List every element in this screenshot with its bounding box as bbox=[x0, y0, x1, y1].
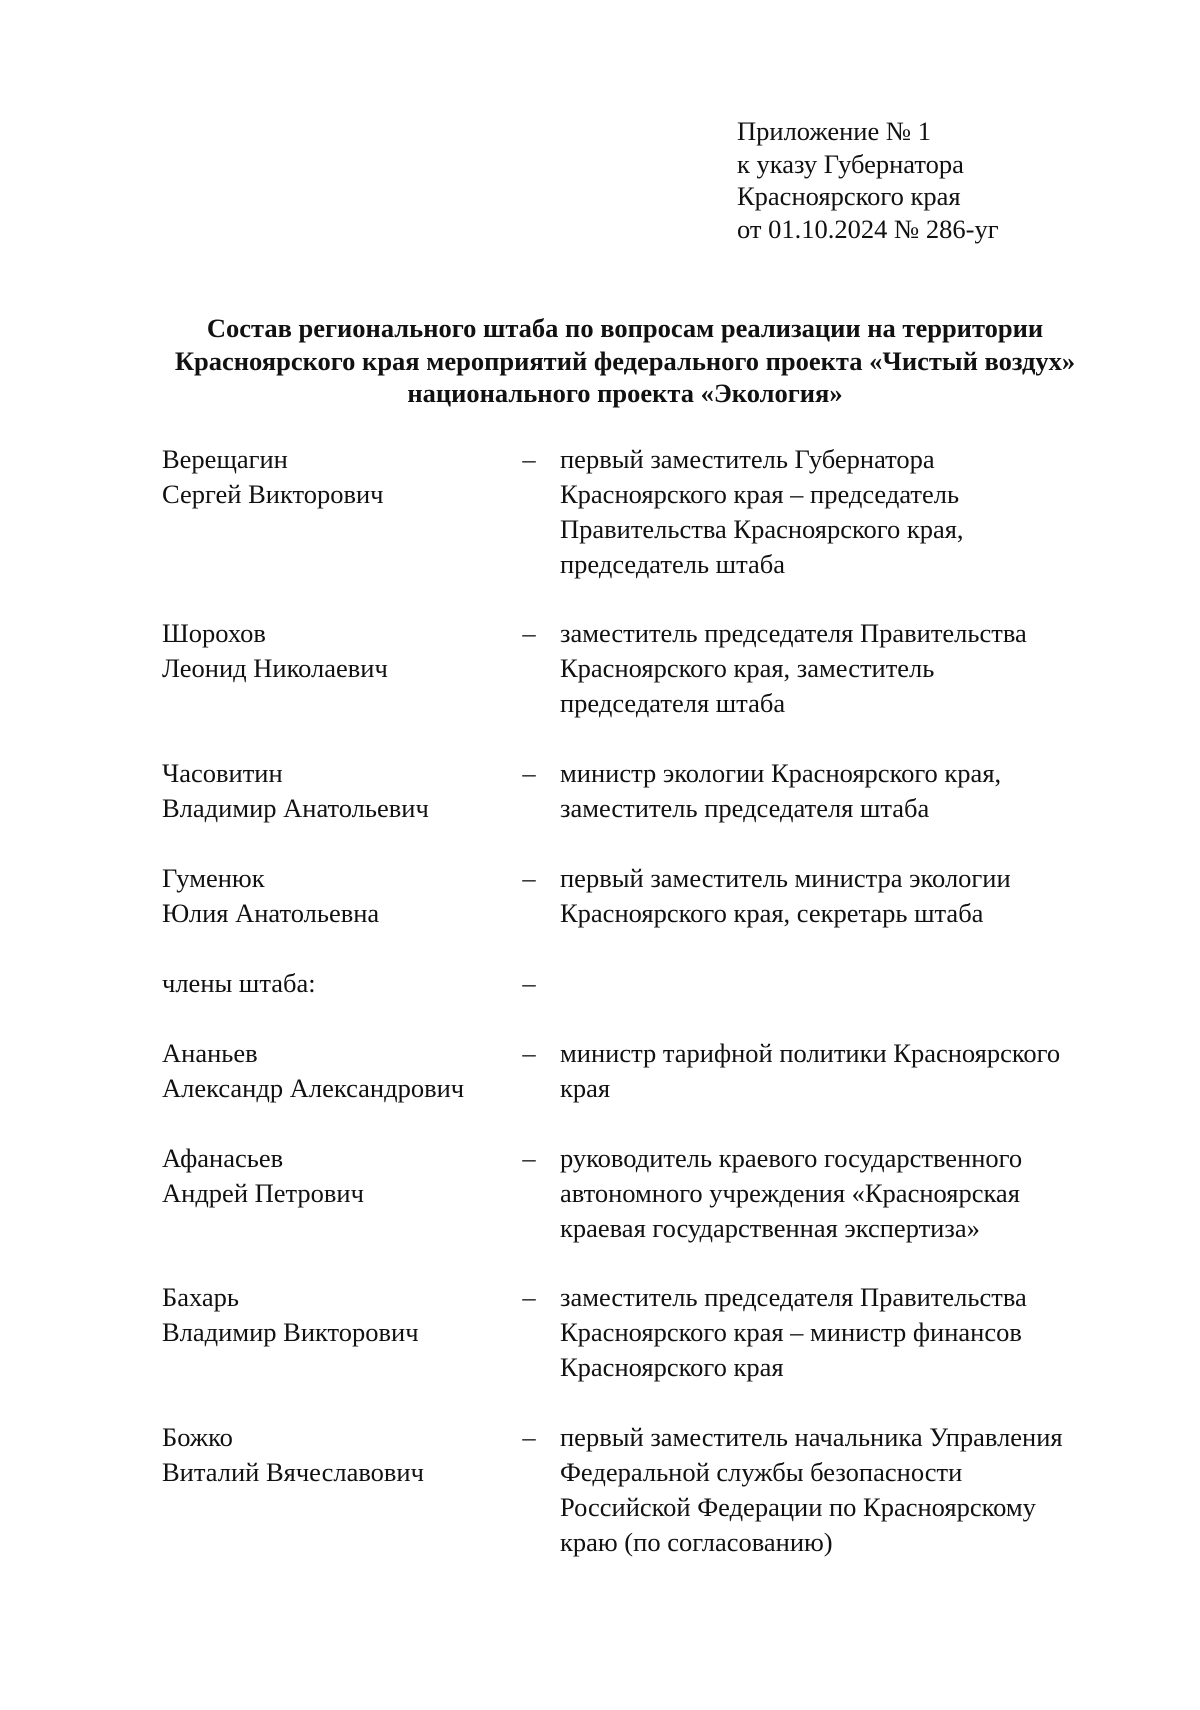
role-line: министр экологии Красноярского края, bbox=[560, 758, 1002, 788]
member-role bbox=[560, 1036, 1120, 1106]
member-surname: Ананьев bbox=[162, 1038, 258, 1068]
role-line: председатель штаба bbox=[560, 549, 785, 579]
member-role bbox=[560, 1280, 1120, 1385]
dash-separator: – bbox=[522, 863, 536, 893]
member-given-name: Виталий Вячеславович bbox=[162, 1457, 424, 1487]
member-role bbox=[560, 1420, 1120, 1560]
role-line: Красноярского края bbox=[560, 1352, 784, 1382]
role-line: руководитель краевого государственного bbox=[560, 1143, 1023, 1173]
member-surname: Часовитин bbox=[162, 758, 283, 788]
member-name bbox=[162, 1036, 502, 1106]
role-line: председателя штаба bbox=[560, 688, 786, 718]
appendix-line: Приложение № 1 bbox=[737, 116, 932, 146]
member-surname: Бахарь bbox=[162, 1282, 239, 1312]
member-role bbox=[560, 1141, 1120, 1246]
members-heading-label: члены штаба: bbox=[162, 968, 316, 998]
appendix-line: Красноярского края bbox=[737, 181, 961, 211]
member-role bbox=[560, 442, 1120, 582]
member-given-name: Андрей Петрович bbox=[162, 1178, 364, 1208]
role-line: министр тарифной политики Красноярского bbox=[560, 1038, 1061, 1068]
role-line: Красноярского края, секретарь штаба bbox=[560, 898, 984, 928]
dash-separator: – bbox=[522, 1038, 536, 1068]
member-given-name: Александр Александрович bbox=[162, 1073, 465, 1103]
dash-separator: – bbox=[522, 1422, 536, 1452]
dash-separator: – bbox=[522, 758, 536, 788]
role-line: Российской Федерации по Красноярскому bbox=[560, 1492, 1036, 1522]
role-line: краю (по согласованию) bbox=[560, 1527, 833, 1557]
title-line: Красноярского края мероприятий федерального проекта «Чистый воздух» bbox=[174, 345, 1076, 376]
member-surname: Верещагин bbox=[162, 444, 288, 474]
member-given-name: Юлия Анатольевна bbox=[162, 898, 380, 928]
member-name bbox=[162, 1280, 502, 1350]
member-name bbox=[162, 616, 502, 686]
role-line: Правительства Красноярского края, bbox=[560, 514, 964, 544]
member-role bbox=[560, 616, 1120, 721]
role-line: края bbox=[560, 1073, 611, 1103]
member-name bbox=[162, 756, 502, 826]
role-line: Красноярского края, заместитель bbox=[560, 653, 935, 683]
dash-separator: – bbox=[522, 1282, 536, 1312]
appendix-line: от 01.10.2024 № 286-уг bbox=[737, 213, 999, 244]
role-line: заместитель председателя Правительства bbox=[560, 618, 1027, 648]
member-surname: Божко bbox=[162, 1422, 233, 1452]
member-role bbox=[560, 861, 1120, 931]
role-line: заместитель председателя штаба bbox=[560, 793, 930, 823]
role-line: Красноярского края – председатель bbox=[560, 479, 960, 509]
title-line: Состав регионального штаба по вопросам реализации на территории bbox=[206, 313, 1044, 343]
role-line: Красноярского края – министр финансов bbox=[560, 1317, 1022, 1347]
member-given-name: Сергей Викторович bbox=[162, 479, 384, 509]
member-surname: Гуменюк bbox=[162, 863, 265, 893]
member-surname: Шорохов bbox=[162, 618, 266, 648]
dash-separator: – bbox=[522, 968, 536, 998]
role-line: Федеральной службы безопасности bbox=[560, 1457, 963, 1487]
member-given-name: Леонид Николаевич bbox=[162, 653, 388, 683]
member-given-name: Владимир Викторович bbox=[162, 1317, 419, 1347]
dash-separator: – bbox=[522, 444, 536, 474]
members-heading bbox=[162, 966, 502, 1001]
member-name bbox=[162, 861, 502, 931]
role-line: первый заместитель начальника Управления bbox=[560, 1422, 1063, 1452]
title-line: национального проекта «Экология» bbox=[407, 378, 843, 408]
role-line: краевая государственная экспертиза» bbox=[560, 1213, 980, 1243]
member-name bbox=[162, 1420, 502, 1490]
dash-separator: – bbox=[522, 1143, 536, 1173]
member-name bbox=[162, 442, 502, 512]
role-line: первый заместитель министра экологии bbox=[560, 863, 1011, 893]
document-title bbox=[100, 312, 1150, 410]
dash-separator: – bbox=[522, 618, 536, 648]
member-surname: Афанасьев bbox=[162, 1143, 284, 1173]
role-line: первый заместитель Губернатора bbox=[560, 444, 935, 474]
appendix-block bbox=[737, 115, 999, 245]
member-name bbox=[162, 1141, 502, 1211]
role-line: заместитель председателя Правительства bbox=[560, 1282, 1027, 1312]
member-role bbox=[560, 756, 1120, 826]
role-line: автономного учреждения «Красноярская bbox=[560, 1178, 1020, 1208]
appendix-line: к указу Губернатора bbox=[737, 148, 964, 179]
member-given-name: Владимир Анатольевич bbox=[162, 793, 429, 823]
